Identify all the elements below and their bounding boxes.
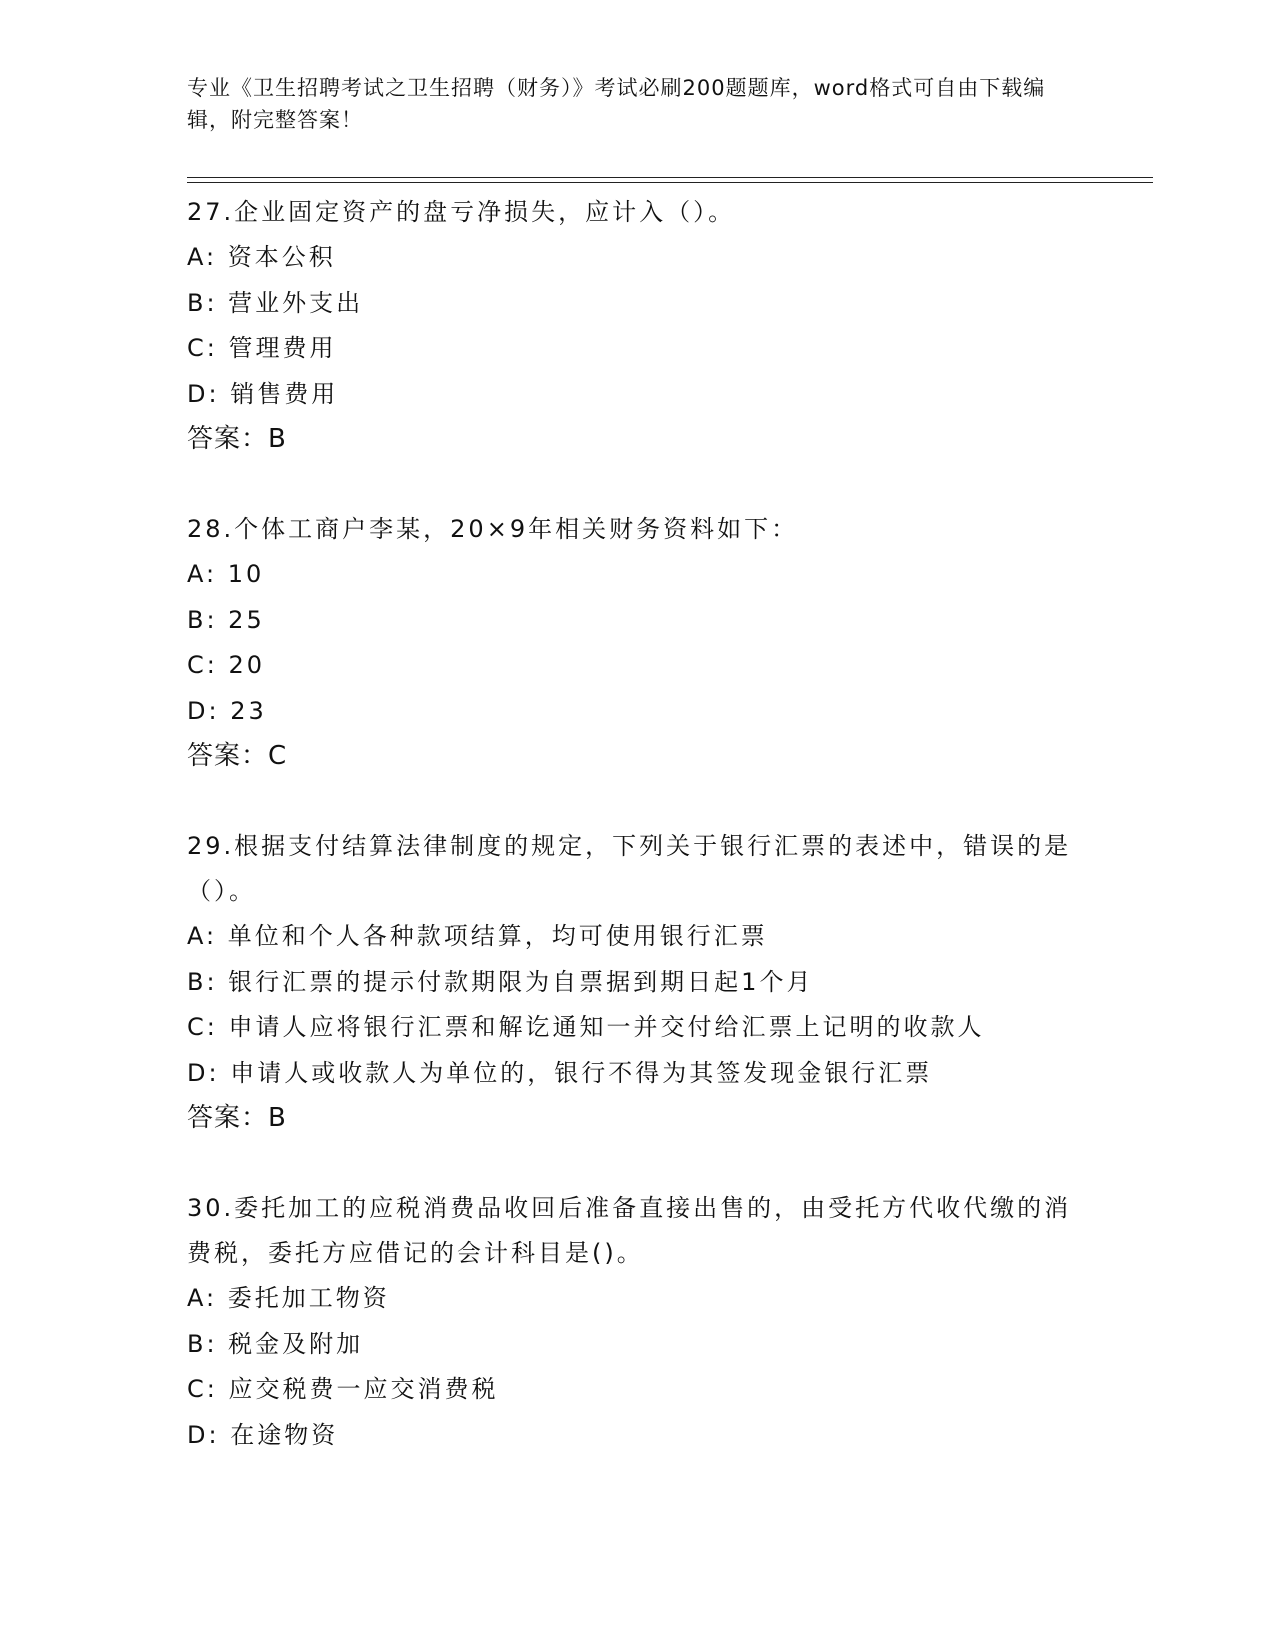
option-a: A: 委托加工物资 <box>187 1284 390 1312</box>
option-c: C: 应交税费一应交消费税 <box>187 1375 499 1403</box>
option-a: A: 10 <box>187 560 265 588</box>
option-c: C: 管理费用 <box>187 334 337 362</box>
question-stem: 27.企业固定资产的盘亏净损失，应计入（）。 <box>187 198 736 226</box>
option-a: A: 单位和个人各种款项结算，均可使用银行汇票 <box>187 922 768 950</box>
question-28 <box>187 507 1087 778</box>
option-b: B: 税金及附加 <box>187 1329 364 1358</box>
option-d: D: 23 <box>187 696 267 725</box>
option-a: A: 资本公积 <box>187 243 336 271</box>
option-c: C: 20 <box>187 651 266 679</box>
question-27 <box>187 190 1087 461</box>
option-d: D: 销售费用 <box>187 379 339 408</box>
question-stem: 30.委托加工的应税消费品收回后准备直接出售的，由受托方代收代缴的消费税，委托方应借记的会计科目是()。 <box>187 1194 1072 1267</box>
header-divider-top <box>187 177 1153 178</box>
answer-line: 答案：C <box>187 741 288 771</box>
question-30 <box>187 1186 1087 1458</box>
answer-line: 答案：B <box>187 424 287 454</box>
option-d: D: 在途物资 <box>187 1420 339 1449</box>
option-d: D: 申请人或收款人为单位的，银行不得为其签发现金银行汇票 <box>187 1058 933 1087</box>
option-b: B: 营业外支出 <box>187 288 364 317</box>
document-header: 专业《卫生招聘考试之卫生招聘（财务）》考试必刷200题题库，word格式可自由下载编辑，附完整答案！ <box>187 76 1046 132</box>
question-stem: 28.个体工商户李某，20×9年相关财务资料如下： <box>187 515 799 543</box>
question-list <box>187 190 1087 1504</box>
option-b: B: 银行汇票的提示付款期限为自票据到期日起1个月 <box>187 967 814 996</box>
answer-line: 答案：B <box>187 1103 287 1133</box>
question-29 <box>187 824 1087 1140</box>
option-c: C: 申请人应将银行汇票和解讫通知一并交付给汇票上记明的收款人 <box>187 1013 985 1041</box>
header-divider-bottom <box>187 182 1153 183</box>
question-stem: 29.根据支付结算法律制度的规定，下列关于银行汇票的表述中，错误的是（）。 <box>187 832 1072 905</box>
option-b: B: 25 <box>187 605 265 634</box>
